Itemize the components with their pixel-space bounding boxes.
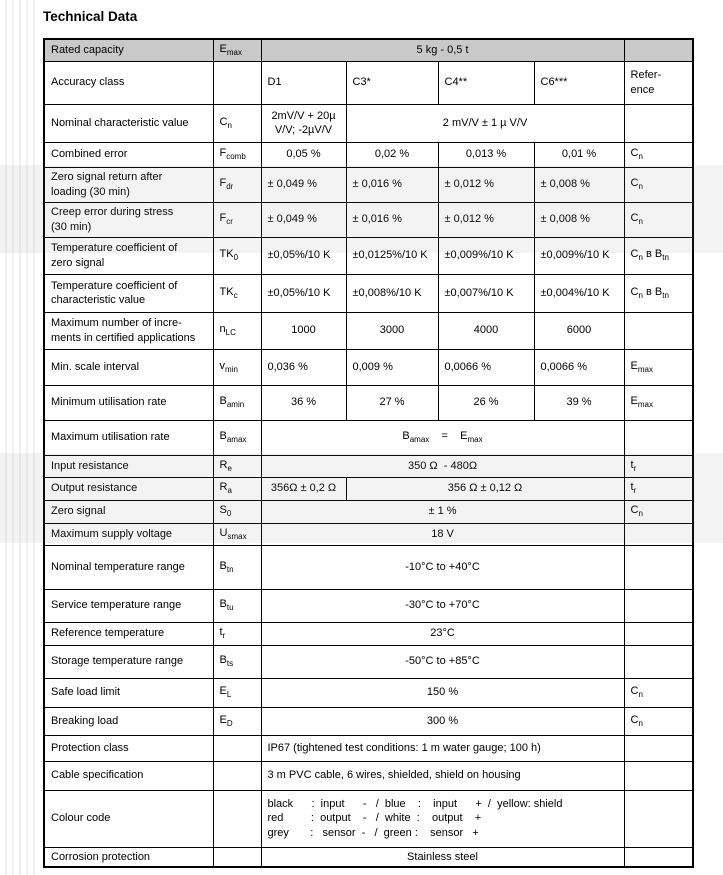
cell-input-resistance-2: 350 Ω - 480Ω — [261, 455, 624, 477]
cell-creep-error-0: Creep error during stress (30 min) — [44, 202, 213, 237]
cell-temp-coefficient-zero-signal-5: ±0,009%/10 K — [534, 237, 624, 274]
row-colour-code — [44, 790, 693, 847]
row-temp-coefficient-characteristic — [44, 274, 693, 312]
cell-zero-signal-return-4: ± 0,012 % — [438, 167, 534, 202]
cell-maximum-supply-voltage-2: 18 V — [261, 523, 624, 545]
cell-combined-error-4: 0,013 % — [438, 142, 534, 167]
cell-combined-error-0: Combined error — [44, 142, 213, 167]
row-combined-error — [44, 142, 693, 167]
row-input-resistance — [44, 455, 693, 477]
row-temp-coefficient-zero-signal — [44, 237, 693, 274]
cell-max-increments-2: 1000 — [261, 312, 346, 349]
cell-minimum-utilisation-rate-1: $B_{amin}$ — [213, 385, 261, 420]
cell-nominal-characteristic-value-3: 2 mV/V ± 1 µ V/V — [346, 104, 624, 142]
cell-accuracy-class-6: Refer- ence — [624, 61, 693, 104]
cell-reference-temperature-3 — [624, 622, 693, 645]
cell-output-resistance-0: Output resistance — [44, 477, 213, 500]
cell-min-scale-interval-6: $E_{max}$ — [624, 349, 693, 385]
technical-data-table — [43, 38, 694, 868]
row-reference-temperature — [44, 622, 693, 645]
cell-combined-error-1: $F_{comb}$ — [213, 142, 261, 167]
page-title: Technical Data — [43, 9, 138, 24]
technical-data-table-body — [44, 39, 693, 867]
cell-maximum-utilisation-rate-3 — [624, 420, 693, 455]
cell-rated-capacity-0: Rated capacity — [44, 39, 213, 61]
cell-colour-code-2: black : input - / blue : input + / yellow: shield red : output - / white : output + grey : sensor - / green : sensor + — [261, 790, 624, 847]
cell-safe-load-limit-2: 150 % — [261, 678, 624, 707]
cell-colour-code-3 — [624, 790, 693, 847]
cell-maximum-supply-voltage-1: $U_{smax}$ — [213, 523, 261, 545]
cell-minimum-utilisation-rate-6: $E_{max}$ — [624, 385, 693, 420]
row-rated-capacity — [44, 39, 693, 61]
cell-protection-class-0: Protection class — [44, 735, 213, 761]
cell-colour-code-0: Colour code — [44, 790, 213, 847]
cell-corrosion-protection-1 — [213, 847, 261, 867]
cell-combined-error-5: 0,01 % — [534, 142, 624, 167]
cell-temp-coefficient-zero-signal-2: ±0,05%/10 K — [261, 237, 346, 274]
cell-zero-signal-return-6: $C_n$ — [624, 167, 693, 202]
cell-creep-error-3: ± 0,016 % — [346, 202, 438, 237]
cell-rated-capacity-3 — [624, 39, 693, 61]
cell-maximum-utilisation-rate-1: $B_{amax}$ — [213, 420, 261, 455]
row-accuracy-class — [44, 61, 693, 104]
cell-cable-specification-2: 3 m PVC cable, 6 wires, shielded, shield on housing — [261, 761, 624, 790]
row-max-increments — [44, 312, 693, 349]
cell-nominal-temperature-range-1: $B_{tn}$ — [213, 545, 261, 589]
cell-temp-coefficient-characteristic-4: ±0,007%/10 K — [438, 274, 534, 312]
cell-storage-temperature-range-2: -50°C to +85°C — [261, 645, 624, 678]
cell-nominal-temperature-range-2: -10°C to +40°C — [261, 545, 624, 589]
cell-zero-signal-return-0: Zero signal return after loading (30 min) — [44, 167, 213, 202]
cell-protection-class-1 — [213, 735, 261, 761]
cell-accuracy-class-1 — [213, 61, 261, 104]
cell-max-increments-1: $n_{LC}$ — [213, 312, 261, 349]
cell-zero-signal-3: $C_n$ — [624, 500, 693, 523]
cell-protection-class-3 — [624, 735, 693, 761]
row-breaking-load — [44, 707, 693, 735]
row-maximum-supply-voltage — [44, 523, 693, 545]
row-maximum-utilisation-rate — [44, 420, 693, 455]
cell-nominal-characteristic-value-0: Nominal characteristic value — [44, 104, 213, 142]
cell-creep-error-6: $C_n$ — [624, 202, 693, 237]
row-nominal-temperature-range — [44, 545, 693, 589]
cell-corrosion-protection-3 — [624, 847, 693, 867]
cell-reference-temperature-0: Reference temperature — [44, 622, 213, 645]
cell-temp-coefficient-characteristic-5: ±0,004%/10 K — [534, 274, 624, 312]
cell-min-scale-interval-5: 0,0066 % — [534, 349, 624, 385]
cell-maximum-supply-voltage-0: Maximum supply voltage — [44, 523, 213, 545]
cell-minimum-utilisation-rate-3: 27 % — [346, 385, 438, 420]
cell-minimum-utilisation-rate-4: 26 % — [438, 385, 534, 420]
cell-zero-signal-0: Zero signal — [44, 500, 213, 523]
cell-cable-specification-3 — [624, 761, 693, 790]
cell-service-temperature-range-2: -30°C to +70°C — [261, 589, 624, 622]
cell-protection-class-2: IP67 (tightened test conditions: 1 m water gauge; 100 h) — [261, 735, 624, 761]
cell-combined-error-6: $C_n$ — [624, 142, 693, 167]
cell-max-increments-6 — [624, 312, 693, 349]
cell-temp-coefficient-zero-signal-6: $C_n$ в $B_{tn}$ — [624, 237, 693, 274]
row-creep-error — [44, 202, 693, 237]
cell-min-scale-interval-3: 0,009 % — [346, 349, 438, 385]
cell-rated-capacity-2: 5 kg - 0,5 t — [261, 39, 624, 61]
cell-accuracy-class-5: C6*** — [534, 61, 624, 104]
row-storage-temperature-range — [44, 645, 693, 678]
cell-zero-signal-return-3: ± 0,016 % — [346, 167, 438, 202]
cell-temp-coefficient-characteristic-1: $TK_c$ — [213, 274, 261, 312]
cell-safe-load-limit-0: Safe load limit — [44, 678, 213, 707]
cell-temp-coefficient-zero-signal-1: $TK_0$ — [213, 237, 261, 274]
cell-input-resistance-1: $R_e$ — [213, 455, 261, 477]
cell-temp-coefficient-characteristic-6: $C_n$ в $B_{tn}$ — [624, 274, 693, 312]
cell-temp-coefficient-zero-signal-0: Temperature coefficient of zero signal — [44, 237, 213, 274]
cell-breaking-load-0: Breaking load — [44, 707, 213, 735]
cell-min-scale-interval-0: Min. scale interval — [44, 349, 213, 385]
cell-storage-temperature-range-1: $B_{ts}$ — [213, 645, 261, 678]
cell-input-resistance-0: Input resistance — [44, 455, 213, 477]
row-nominal-characteristic-value — [44, 104, 693, 142]
cell-accuracy-class-0: Accuracy class — [44, 61, 213, 104]
cell-maximum-utilisation-rate-2: $B_{amax}$ = $E_{max}$ — [261, 420, 624, 455]
cell-service-temperature-range-1: $B_{tu}$ — [213, 589, 261, 622]
cell-breaking-load-3: $C_n$ — [624, 707, 693, 735]
cell-max-increments-5: 6000 — [534, 312, 624, 349]
cell-nominal-characteristic-value-4 — [624, 104, 693, 142]
cell-nominal-characteristic-value-1: $C_n$ — [213, 104, 261, 142]
cell-output-resistance-2: 356Ω ± 0,2 Ω — [261, 477, 346, 500]
row-zero-signal — [44, 500, 693, 523]
cell-max-increments-0: Maximum number of incre- ments in certified applications — [44, 312, 213, 349]
cell-temp-coefficient-zero-signal-3: ±0,0125%/10 K — [346, 237, 438, 274]
cell-min-scale-interval-1: $v_{min}$ — [213, 349, 261, 385]
cell-maximum-utilisation-rate-0: Maximum utilisation rate — [44, 420, 213, 455]
cell-zero-signal-2: ± 1 % — [261, 500, 624, 523]
cell-temp-coefficient-characteristic-0: Temperature coefficient of characteristic value — [44, 274, 213, 312]
cell-colour-code-1 — [213, 790, 261, 847]
cell-reference-temperature-1: $t_r$ — [213, 622, 261, 645]
cell-service-temperature-range-0: Service temperature range — [44, 589, 213, 622]
cell-zero-signal-return-2: ± 0,049 % — [261, 167, 346, 202]
cell-creep-error-4: ± 0,012 % — [438, 202, 534, 237]
cell-accuracy-class-2: D1 — [261, 61, 346, 104]
cell-temp-coefficient-characteristic-3: ±0,008%/10 K — [346, 274, 438, 312]
cell-maximum-supply-voltage-3 — [624, 523, 693, 545]
cell-rated-capacity-1: $E_{max}$ — [213, 39, 261, 61]
row-cable-specification — [44, 761, 693, 790]
cell-nominal-characteristic-value-2: 2mV/V + 20µ V/V; -2µV/V — [261, 104, 346, 142]
cell-breaking-load-2: 300 % — [261, 707, 624, 735]
cell-input-resistance-3: $t_r$ — [624, 455, 693, 477]
cell-minimum-utilisation-rate-2: 36 % — [261, 385, 346, 420]
row-min-scale-interval — [44, 349, 693, 385]
cell-creep-error-1: $F_{cr}$ — [213, 202, 261, 237]
cell-temp-coefficient-zero-signal-4: ±0,009%/10 K — [438, 237, 534, 274]
cell-storage-temperature-range-3 — [624, 645, 693, 678]
row-safe-load-limit — [44, 678, 693, 707]
cell-accuracy-class-4: C4** — [438, 61, 534, 104]
cell-breaking-load-1: $E_D$ — [213, 707, 261, 735]
cell-temp-coefficient-characteristic-2: ±0,05%/10 K — [261, 274, 346, 312]
row-output-resistance — [44, 477, 693, 500]
scan-artifact-left-edge — [5, 0, 38, 875]
cell-service-temperature-range-3 — [624, 589, 693, 622]
cell-storage-temperature-range-0: Storage temperature range — [44, 645, 213, 678]
cell-safe-load-limit-1: $E_L$ — [213, 678, 261, 707]
cell-zero-signal-return-1: $F_{dr}$ — [213, 167, 261, 202]
cell-max-increments-4: 4000 — [438, 312, 534, 349]
cell-zero-signal-return-5: ± 0,008 % — [534, 167, 624, 202]
row-zero-signal-return — [44, 167, 693, 202]
cell-safe-load-limit-3: $C_n$ — [624, 678, 693, 707]
cell-creep-error-5: ± 0,008 % — [534, 202, 624, 237]
row-minimum-utilisation-rate — [44, 385, 693, 420]
row-service-temperature-range — [44, 589, 693, 622]
cell-combined-error-3: 0,02 % — [346, 142, 438, 167]
cell-nominal-temperature-range-3 — [624, 545, 693, 589]
cell-cable-specification-1 — [213, 761, 261, 790]
cell-cable-specification-0: Cable specification — [44, 761, 213, 790]
cell-min-scale-interval-4: 0,0066 % — [438, 349, 534, 385]
cell-combined-error-2: 0,05 % — [261, 142, 346, 167]
cell-output-resistance-1: $R_a$ — [213, 477, 261, 500]
cell-min-scale-interval-2: 0,036 % — [261, 349, 346, 385]
cell-accuracy-class-3: C3* — [346, 61, 438, 104]
row-corrosion-protection — [44, 847, 693, 867]
cell-output-resistance-4: $t_r$ — [624, 477, 693, 500]
cell-nominal-temperature-range-0: Nominal temperature range — [44, 545, 213, 589]
cell-reference-temperature-2: 23°C — [261, 622, 624, 645]
cell-minimum-utilisation-rate-0: Minimum utilisation rate — [44, 385, 213, 420]
cell-zero-signal-1: $S_0$ — [213, 500, 261, 523]
cell-max-increments-3: 3000 — [346, 312, 438, 349]
cell-output-resistance-3: 356 Ω ± 0,12 Ω — [346, 477, 624, 500]
cell-corrosion-protection-2: Stainless steel — [261, 847, 624, 867]
row-protection-class — [44, 735, 693, 761]
cell-creep-error-2: ± 0,049 % — [261, 202, 346, 237]
cell-corrosion-protection-0: Corrosion protection — [44, 847, 213, 867]
cell-minimum-utilisation-rate-5: 39 % — [534, 385, 624, 420]
